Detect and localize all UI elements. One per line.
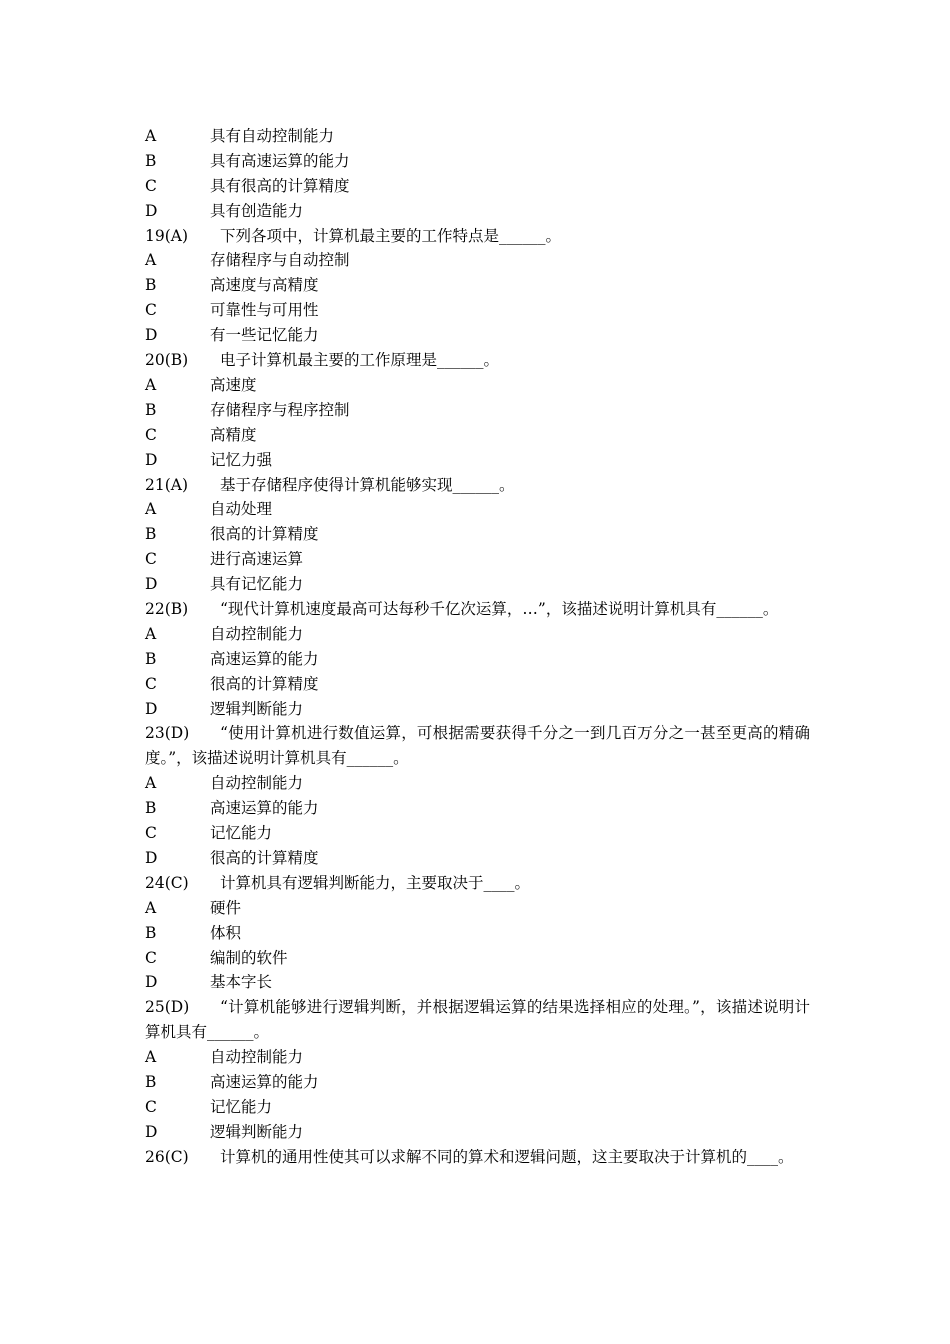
option-letter: B xyxy=(145,400,157,419)
question-stem xyxy=(145,224,810,249)
option-row xyxy=(145,522,810,547)
option-letter: D xyxy=(145,201,158,220)
option-row xyxy=(145,572,810,597)
option-letter: C xyxy=(145,301,157,320)
option-row xyxy=(145,771,810,796)
option-letter: D xyxy=(145,1122,158,1141)
option-row xyxy=(145,970,810,995)
question-list xyxy=(145,124,810,1170)
option-row xyxy=(145,497,810,522)
option-letter: A xyxy=(145,774,157,793)
option-text: 高速度 xyxy=(210,375,257,394)
question-stem xyxy=(145,721,810,771)
option-text: 可靠性与可用性 xyxy=(210,301,319,320)
option-letter: A xyxy=(145,375,157,394)
option-text: 很高的计算精度 xyxy=(210,674,319,693)
option-letter: D xyxy=(145,973,158,992)
option-text: 记忆能力 xyxy=(210,1097,273,1116)
option-text: 逻辑判断能力 xyxy=(210,1122,304,1141)
option-row xyxy=(145,174,810,199)
option-text: 记忆力强 xyxy=(210,450,273,469)
option-text: 自动处理 xyxy=(210,500,273,519)
option-letter: C xyxy=(145,176,157,195)
option-letter: C xyxy=(145,425,157,444)
option-row xyxy=(145,921,810,946)
option-row xyxy=(145,373,810,398)
option-text: 自动控制能力 xyxy=(210,774,304,793)
option-text: 硬件 xyxy=(210,898,242,917)
option-letter: B xyxy=(145,799,157,818)
option-text: 高速运算的能力 xyxy=(210,799,319,818)
option-text: 高速运算的能力 xyxy=(210,649,319,668)
option-letter: C xyxy=(145,550,157,569)
option-row xyxy=(145,946,810,971)
option-row xyxy=(145,1045,810,1070)
option-text: 编制的软件 xyxy=(210,948,288,967)
question-stem xyxy=(145,597,810,622)
question-text: “计算机能够进行逻辑判断，并根据逻辑运算的结果选择相应的处理。”，该描述说明计算机具有______。 xyxy=(145,998,810,1042)
option-letter: D xyxy=(145,699,158,718)
option-row xyxy=(145,697,810,722)
option-text: 具有记忆能力 xyxy=(210,575,304,594)
option-letter: A xyxy=(145,624,157,643)
option-letter: A xyxy=(145,898,157,917)
option-letter: B xyxy=(145,649,157,668)
option-text: 高精度 xyxy=(210,425,257,444)
option-letter: A xyxy=(145,251,157,270)
question-text: 计算机具有逻辑判断能力，主要取决于____。 xyxy=(220,873,531,892)
option-letter: B xyxy=(145,923,157,942)
option-row xyxy=(145,199,810,224)
option-row xyxy=(145,273,810,298)
question-stem xyxy=(145,871,810,896)
option-letter: C xyxy=(145,824,157,843)
option-row xyxy=(145,647,810,672)
option-text: 具有自动控制能力 xyxy=(210,127,335,145)
option-text: 具有高速运算的能力 xyxy=(210,151,350,170)
option-row xyxy=(145,896,810,921)
option-text: 很高的计算精度 xyxy=(210,848,319,867)
option-text: 记忆能力 xyxy=(210,824,273,843)
option-letter: D xyxy=(145,450,158,469)
question-stem xyxy=(145,1145,810,1170)
option-row xyxy=(145,846,810,871)
question-text: “使用计算机进行数值运算，可根据需要获得千分之一到几百万分之一甚至更高的精确度。”，该描述说明计算机具有______。 xyxy=(145,724,810,768)
question-number: 23(D) xyxy=(145,724,190,743)
question-stem xyxy=(145,473,810,498)
option-row xyxy=(145,323,810,348)
option-text: 存储程序与程序控制 xyxy=(210,400,350,419)
option-text: 存储程序与自动控制 xyxy=(210,251,350,270)
option-letter: C xyxy=(145,1097,157,1116)
option-row xyxy=(145,547,810,572)
option-letter: A xyxy=(145,1048,157,1067)
question-text: 基于存储程序使得计算机能够实现______。 xyxy=(220,475,515,494)
option-letter: C xyxy=(145,948,157,967)
option-letter: D xyxy=(145,326,158,345)
option-row xyxy=(145,821,810,846)
option-text: 进行高速运算 xyxy=(210,550,304,569)
option-text: 高速度与高精度 xyxy=(210,276,319,295)
option-row xyxy=(145,1070,810,1095)
option-text: 很高的计算精度 xyxy=(210,525,319,544)
question-stem xyxy=(145,995,810,1045)
option-text: 体积 xyxy=(210,923,242,942)
option-text: 具有创造能力 xyxy=(210,201,304,220)
option-letter: B xyxy=(145,151,157,170)
option-row xyxy=(145,1120,810,1145)
question-text: 计算机的通用性使其可以求解不同的算术和逻辑问题，这主要取决于计算机的____。 xyxy=(220,1147,794,1166)
option-row xyxy=(145,149,810,174)
option-row xyxy=(145,398,810,423)
question-number: 24(C) xyxy=(145,873,189,892)
option-row xyxy=(145,124,810,149)
option-text: 有一些记忆能力 xyxy=(210,326,319,345)
option-letter: A xyxy=(145,127,157,145)
option-letter: B xyxy=(145,525,157,544)
option-letter: B xyxy=(145,276,157,295)
option-text: 具有很高的计算精度 xyxy=(210,176,350,195)
question-number: 20(B) xyxy=(145,351,189,370)
question-number: 22(B) xyxy=(145,599,189,618)
option-text: 自动控制能力 xyxy=(210,1048,304,1067)
option-row xyxy=(145,796,810,821)
question-number: 26(C) xyxy=(145,1147,189,1166)
option-row xyxy=(145,672,810,697)
option-text: 高速运算的能力 xyxy=(210,1072,319,1091)
option-letter: C xyxy=(145,674,157,693)
option-text: 基本字长 xyxy=(210,973,273,992)
question-text: “现代计算机速度最高可达每秒千亿次运算，…”，该描述说明计算机具有______。 xyxy=(220,599,779,618)
question-number: 21(A) xyxy=(145,475,189,494)
option-row xyxy=(145,622,810,647)
question-text: 下列各项中，计算机最主要的工作特点是______。 xyxy=(220,226,562,245)
option-letter: B xyxy=(145,1072,157,1091)
option-letter: D xyxy=(145,575,158,594)
option-text: 自动控制能力 xyxy=(210,624,304,643)
question-number: 25(D) xyxy=(145,998,190,1017)
option-letter: A xyxy=(145,500,157,519)
option-letter: D xyxy=(145,848,158,867)
question-stem xyxy=(145,348,810,373)
option-row xyxy=(145,448,810,473)
option-row xyxy=(145,423,810,448)
question-number: 19(A) xyxy=(145,226,189,245)
option-text: 逻辑判断能力 xyxy=(210,699,304,718)
question-text: 电子计算机最主要的工作原理是______。 xyxy=(220,351,500,370)
option-row xyxy=(145,298,810,323)
option-row xyxy=(145,248,810,273)
option-row xyxy=(145,1095,810,1120)
